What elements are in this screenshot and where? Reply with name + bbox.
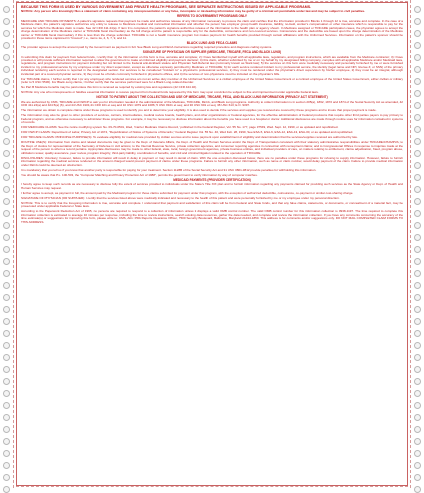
tractor-hole [414,354,421,361]
tractor-hole [414,54,421,61]
tractor-hole [3,162,10,169]
tractor-hole [414,462,421,469]
paragraph: It is mandatory that you tell us if you know that another party is responsible for paying for your treatment. Section 1128B of the Social Security Act and 31 USC 3801-3812 provide penalties for withholding this information. [21,167,317,172]
tractor-hole [3,426,10,433]
tractor-hole [414,18,421,25]
tractor-hole [3,450,10,457]
paragraph: MEDICARE AND TRICARE PAYMENTS: A patient's signature requests that payment be made and authorizes release of any information necessary to process the claim and certifies that the information provided in Blocks 1 through 12 is true, accurate and complete. In the case of a Medicare claim, the patient's signature authorizes any entity to release to Medicare medical and nonmedical information and whether the person has employer group health insurance, liability, no-fault, worker's compensation or other insurance which is responsible to pay for the services for which the Medicare claim is made. See 42 CFR 411.24(a). If item 9 is completed, the patient's signature authorizes release of the information to the health plan or agency shown. In Medicare assigned or TRICARE participation cases, the physician agrees to accept the charge determination of the Medicare carrier or TRICARE fiscal intermediary as the full charge and the patient is responsible only for the deductible, coinsurance and non-covered services. Coinsurance and the deductible are based upon the charge determination of the Medicare carrier or TRICARE fiscal intermediary if this is less than the charge submitted. TRICARE is not a health insurance program but makes payment for health benefits provided through certain affiliations with the Uniformed Services. Information on the patient's sponsor should be provided in those items captioned in "Insured"; i.e., items 1a, 4, 6, 7, 9, and 11. [21,18,403,40]
tractor-hole [414,414,421,421]
tractor-hole [3,306,10,313]
tractor-hole [414,438,421,445]
paragraph: In submitting this claim for payment from federal funds, I certify that: 1) the information on this form is true, accurate and complete; 2) I have familiarized myself with all applicable laws, regulations, and program instructions, which are available from the Medicare contractor; 3) I have provided or will provide sufficient information required to allow the government to make an informed eligibility and payment decision; 4) this claim, whether submitted by me or on my behalf by my designated billing company, complies with all applicable Medicare and/or Medicaid laws, regulations, and program instructions for payment including but not limited to the Federal anti-kickback statute and Physician Self-Referral law (commonly known as Stark law); 5) the services on this form were medically necessary and personally furnished by me or were furnished incident to my professional service by my employee under my direct supervision, except as otherwise expressly permitted by Medicare or TRICARE; 6) for each service rendered incident to my professional service, the identity (legal name and NPI, license #, or SSN) of the primary individual rendering each service is reported in the designated section. For services to be considered "incident to" a physician's professional services, 1) they must be rendered under the physician's direct supervision by his/her employee, 2) they must be an integral, although incidental part of a covered physician service, 3) they must be of kinds commonly furnished in physician's offices, and 4) the services of non-physicians must be included on the physician's bills. [21,54,403,76]
paragraph: The provider agrees to accept the amount paid by the Government as payment in full. See Black Lung and FECA instructions regarding required procedure and diagnosis coding systems. [21,45,273,50]
tractor-hole [414,390,421,397]
tractor-hole [3,78,10,85]
tractor-hole [414,342,421,349]
tractor-hole [3,366,10,373]
tractor-hole [414,318,421,325]
tractor-hole [414,114,421,121]
tractor-hole [414,486,421,493]
left-tractor-strip [0,0,14,488]
tractor-hole [3,414,10,421]
tractor-hole [3,354,10,361]
paragraph: For TRICARE claims, I further certify that I (or any employee) who rendered services am not an active duty member of the Uniformed Services or a civilian employee of the United States Government or a contract employee of the United States Government, either civilian or military (refer to 5 USC 5536). For Black-Lung claims, I further certify that the services performed were for a Black Lung-related disorder. [21,76,403,85]
tractor-hole [3,90,10,97]
tractor-hole [414,270,421,277]
form-title: BECAUSE THIS FORM IS USED BY VARIOUS GOVERNMENT AND PRIVATE HEALTH PROGRAMS, SEE SEPARATE INSTRUCTIONS ISSUED BY APPLICABLE PROGRAMS. [21,5,312,9]
tractor-hole [414,258,421,265]
tractor-hole [414,450,421,457]
tractor-hole [414,330,421,337]
tractor-hole [3,258,10,265]
tractor-hole [414,66,421,73]
tractor-hole [3,318,10,325]
tractor-hole [3,42,10,49]
paragraph: I further agree to accept, as payment in full, the amount paid by the Medicaid program for those claims submitted for payment under that program, with the exception of authorized deductible, coinsurance, co-payment or similar cost-sharing charge. [21,190,354,195]
tractor-hole [414,426,421,433]
tractor-hole [414,30,421,37]
tractor-hole [3,114,10,121]
tractor-hole [414,126,421,133]
tractor-hole [3,222,10,229]
tractor-hole [3,246,10,253]
tractor-hole [3,270,10,277]
paragraph: DISCLOSURES: Voluntary; however, failure to provide information will result in delay in payment or may result in denial of claim. With the one exception discussed below, there are no penalties under these programs for refusing to supply information. However, failure to furnish information regarding the medical services rendered or the amount charged would prevent payment of claims under these programs. Failure to furnish any other information, such as name or claim number, would delay payment of the claim. Failure to provide medical information under FECA could be deemed an obstruction. [21,155,403,167]
tractor-hole [3,474,10,481]
tractor-hole [414,102,421,109]
section-heading-black-lung-feca: BLACK LUNG AND FECA CLAIMS [186,41,238,45]
tractor-hole [414,246,421,253]
paragraph: FOR MEDICARE CLAIMS: See the notice modifying system No. 09-70-0501, titled, 'Carrier Medicare Claims Record,' published in the Federal Register, Vol. 55 No. 177, page 37549, Wed. Sept. 12, 1990, or as updated and republished. [21,125,339,130]
tractor-hole [3,150,10,157]
tractor-hole [3,138,10,145]
tractor-hole [3,342,10,349]
tractor-hole [3,282,10,289]
section-heading-government-programs: REFERS TO GOVERNMENT PROGRAMS ONLY [177,14,247,19]
tractor-hole [3,54,10,61]
tractor-hole [3,30,10,37]
tractor-hole [414,210,421,217]
tractor-hole [414,78,421,85]
tractor-hole [3,294,10,301]
tractor-hole [414,186,421,193]
tractor-hole [414,150,421,157]
tractor-hole [414,138,421,145]
tractor-hole [3,402,10,409]
paragraph: The information may also be given to other providers of services, carriers, intermediaries, medical review boards, health plans, and other organizations or Federal agencies, for the effective administration of Federal provisions that require other third parties payers to pay primary to Federal program, and as otherwise necessary to administer these programs. For example, it may be necessary to disclose information about the benefits you have used to a hospital or doctor. Additional disclosures are made through routine uses for information contained in systems of records. [21,113,403,125]
tractor-hole [3,66,10,73]
tractor-hole [414,6,421,13]
tractor-hole [3,18,10,25]
tractor-hole [3,234,10,241]
tractor-hole [3,390,10,397]
paragraph: You should be aware that P.L. 100-503, the "Computer Matching and Privacy Protection Act of 1988", permits the government to verify information by way of computer matches. [21,172,258,177]
tractor-hole [414,234,421,241]
section-heading-physician-signature: SIGNATURE OF PHYSICIAN OR SUPPLIER (MEDICARE, TRICARE, FECA AND BLACK LUNG) [142,50,282,55]
tractor-hole [414,294,421,301]
paragraph: NOTICE: This is to certify that the foregoing information is true, accurate and complete. I understand that payment and satisfaction of this claim will be from Federal and State funds, and that any false claims, statements, or documents, or concealment of a material fact, may be prosecuted under applicable Federal or State laws. [21,200,403,209]
tractor-hole [414,378,421,385]
paragraph: NOTICE: Any one who misrepresents or falsifies essential information to receive payment from Federal funds requested by this form may upon conviction be subject to fine and imprisonment under applicable Federal laws. [21,90,319,95]
tractor-hole [3,330,10,337]
tractor-hole [3,102,10,109]
paragraph: ROUTINE USE(S): Information from claims and related documents may be given to the Dept. of Veterans Affairs, the Dept. of Health and Human Services and/or the Dept. of Transportation consistent with their statutory administrative responsibilities under TRICARE/CHAMPVA; to the Dept. of Justice for representation of the Secretary of Defense in civil actions; to the Internal Revenue Service, private collection agencies, and consumer reporting agencies in connection with recoupment claims; and to Congressional Offices in response to inquiries made at the request of the person to whom a record pertains. Appropriate disclosures may be made to other federal, state, local, foreign government agencies, private business entities, and individual providers of care, on matters relating to entitlement, claims adjudication, fraud, program abuse, utilization review, quality assurance, peer review, program integrity, third-party liability, coordination of benefits, and civil and criminal litigation related to the operation of TRICARE. [21,140,403,155]
tractor-hole [414,198,421,205]
paragraph: The information we obtain to complete claims under these programs is used to identify you and to determine your eligibility. It is also used to decide if the services and supplies you received are covered by these programs and to insure that proper payment is made. [21,108,377,113]
paragraph: SIGNATURE OF PHYSICIAN (OR SUPPLIER): I certify that the services listed above were medically indicated and necessary to the health of this patient and were personally furnished by me or my employee under my personal direction. [21,195,340,200]
tractor-hole [3,198,10,205]
tractor-hole [414,474,421,481]
section-heading-privacy-act: NOTICE TO PATIENT ABOUT THE COLLECTION AND USE OF MEDICARE, TRICARE, FECA, AND BLACK LUNG INFORMATION (PRIVACY ACT STATEMENT) [96,95,328,100]
paragraph: FOR TRICARE CLAIMS: PRINCIPLE PURPOSE(S): To evaluate eligibility for medical care provided by civilian sources and to issue payment upon establishment of eligibility and determination that the services/supplies received are authorized by law. [21,135,358,140]
bottom-perforation [16,486,408,487]
tractor-hole [414,42,421,49]
tractor-hole [3,378,10,385]
right-tractor-strip [410,0,424,488]
tractor-hole [3,438,10,445]
tractor-hole [3,6,10,13]
paragraph: I hereby agree to keep such records as are necessary to disclose fully the extent of services provided to individuals under the State's Title XIX plan and to furnish information regarding any payments claimed for providing such services as the State Agency or Dept. of Health and Human Services may request. [21,182,403,190]
paragraph: We are authorized by CMS, TRICARE and OWCP to ask you for information needed in the administration of the Medicare, TRICARE, FECA, and Black Lung programs. Authority to collect information is in section 205(a), 1862, 1872 and 1874 of the Social Security Act as amended, 42 CFR 411.24(a) and 424.5(a) (6), and 44 USC 3101;41 CFR 101 et seq and 10 USC 1079 and 1086; 5 USC 8101 et seq; and 30 USC 901 et seq; 38 USC 613; E.O. 9397. [21,99,403,108]
fraud-notice: NOTICE: Any person who knowingly files a statement of claim containing any misrepresentation or any false, incomplete or misleading information may be guilty of a criminal act punishable under law and may be subject to civil penalties. [21,9,366,14]
tractor-hole [414,282,421,289]
tractor-hole [414,222,421,229]
tractor-hole [3,462,10,469]
tractor-hole [3,210,10,217]
tractor-hole [414,162,421,169]
tractor-hole [414,174,421,181]
tractor-hole [3,186,10,193]
paragraph: FOR OWCP CLAIMS: Department of Labor, Privacy Act of 1974, "Republication of Notice of Systems of Records," Federal Register Vol. 55 No. 40, Wed Feb. 28, 1990, See ESA-5, ESA-6, ESA-12, ESA-13, ESA-30, or as updated and republished. [21,130,354,135]
tractor-hole [414,90,421,97]
section-heading-medicaid-payments: MEDICAID PAYMENTS (PROVIDER CERTIFICATION) [173,177,251,182]
claim-form-back-page [16,2,408,486]
tractor-hole [3,174,10,181]
tractor-hole [3,486,10,493]
paragraph: No Part B Medicare benefits may be paid unless this form is received as required by existing law and regulations (42 CFR 424.32). [21,85,197,90]
tractor-hole [3,126,10,133]
tractor-hole [414,402,421,409]
tractor-hole [414,306,421,313]
tractor-hole [414,366,421,373]
paragraph: According to the Paperwork Reduction Act of 1995, no persons are required to respond to a collection of information unless it displays a valid OMB control number. The valid OMB control number for this information collection is 0938-1197. The time required to complete this information collection is estimated to average 10 minutes per response, including the time to review instructions, search existing data resources, gather the data needed, and complete and review the information collection. If you have any comments concerning the accuracy of the time estimate(s) or suggestions for improving this form, please write to: CMS, Attn: PRA Reports Clearance Officer, 7500 Security Boulevard, Baltimore, Maryland 21244-1850. This address is for comments and/or suggestions only. DO NOT MAIL COMPLETED CLAIM FORMS TO THIS ADDRESS. [21,209,403,224]
